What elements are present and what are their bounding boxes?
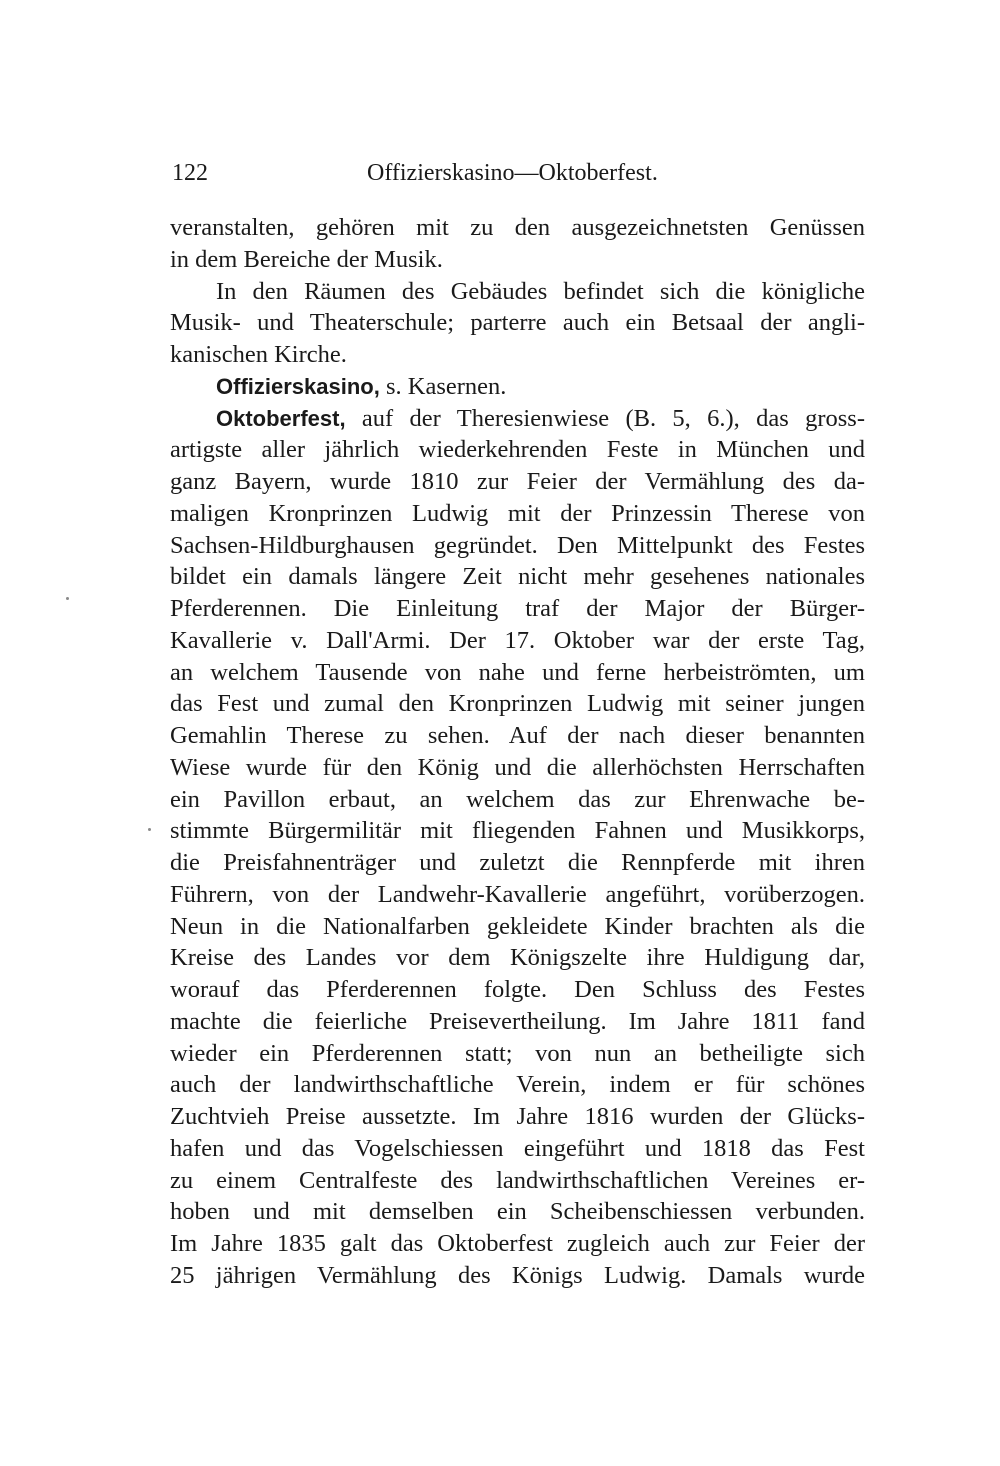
text-line: artigste aller jährlich wiederkehrenden Feste in München und (170, 436, 865, 464)
page-header (170, 156, 870, 190)
text-line: ein Pavillon erbaut, an welchem das zur Ehrenwache be- (170, 785, 865, 813)
text-line: Zuchtvieh Preise aussetzte. Im Jahre 1816 wurden der Glücks- (170, 1103, 865, 1130)
text-line: auch der landwirthschaftliche Verein, indem er für schönes (170, 1071, 865, 1099)
text-line: hafen und das Vogelschiessen eingeführt und 1818 das Fest (170, 1134, 865, 1162)
text-line: Musik- und Theaterschule; parterre auch ein Betsaal der angli- (170, 309, 865, 337)
text-line: machte die feierliche Preisevertheilung. Im Jahre 1811 fand (170, 1007, 865, 1035)
text-line: Führern, von der Landwehr-Kavallerie angeführt, vorüberzogen. (170, 880, 865, 908)
text-line: Neun in die Nationalfarben gekleidete Kinder brachten als die (170, 912, 865, 940)
text-line: stimmte Bürgermilitär mit fliegenden Fahnen und Musikkorps, (170, 817, 865, 845)
running-title: Offizierskasino—Oktoberfest. (367, 160, 658, 186)
body-text (170, 212, 865, 1292)
text-line: Sachsen-Hildburghausen gegründet. Den Mittelpunkt des Festes (170, 531, 865, 559)
text-line: in dem Bereiche der Musik. (170, 245, 443, 273)
scan-speck (66, 597, 69, 600)
text-line: maligen Kronprinzen Ludwig mit der Prinzessin Therese von (170, 499, 865, 527)
text-line: Wiese wurde für den König und die allerhöchsten Herrschaften (170, 753, 865, 781)
text-line: hoben und mit demselben ein Scheibenschiessen verbunden. (170, 1198, 865, 1226)
text-line: worauf das Pferderennen folgte. Den Schluss des Festes (170, 976, 865, 1003)
text-line: an welchem Tausende von nahe und ferne herbeiströmten, um (170, 658, 865, 686)
text-line: ganz Bayern, wurde 1810 zur Feier der Vermählung des da- (170, 468, 865, 495)
text-line: 25 jährigen Vermählung des Königs Ludwig. Damals wurde (170, 1261, 865, 1289)
text-line: bildet ein damals längere Zeit nicht mehr gesehenes nationales (170, 563, 865, 591)
text-line: kanischen Kirche. (170, 341, 347, 368)
text-line: zu einem Centralfeste des landwirthschaftlichen Vereines er- (170, 1166, 865, 1194)
text-line: die Preisfahnenträger und zuletzt die Rennpferde mit ihren (170, 849, 865, 876)
text-line: In den Räumen des Gebäudes befindet sich die königliche (216, 277, 865, 305)
text-line: wieder ein Pferderennen statt; von nun an betheiligte sich (170, 1039, 865, 1067)
text-line: Gemahlin Therese zu sehen. Auf der nach dieser benannten (170, 722, 865, 749)
text-line: das Fest und zumal den Kronprinzen Ludwig mit seiner jungen (170, 690, 865, 718)
text-line: Kreise des Landes vor dem Königszelte ihre Huldigung dar, (170, 944, 865, 972)
text-line: Im Jahre 1835 galt das Oktoberfest zugleich auch zur Feier der (170, 1230, 865, 1257)
text-line: Kavallerie v. Dall'Armi. Der 17. Oktober war der erste Tag, (170, 626, 865, 654)
entry-keyword: Offizierskasino, (216, 373, 380, 399)
text-line: Pferderennen. Die Einleitung traf der Major der Bürger- (170, 595, 865, 622)
scan-speck (148, 828, 151, 831)
page-number: 122 (172, 160, 208, 186)
entry-keyword: Oktoberfest, (216, 405, 346, 431)
entry-oktoberfest: Oktoberfest, auf der Theresienwiese (B. 5, 6.), das gross- (216, 404, 865, 432)
entry-offizierskasino: Offizierskasino, s. Kasernen. (216, 372, 507, 400)
text-line: veranstalten, gehören mit zu den ausgezeichnetsten Genüssen (170, 214, 865, 241)
